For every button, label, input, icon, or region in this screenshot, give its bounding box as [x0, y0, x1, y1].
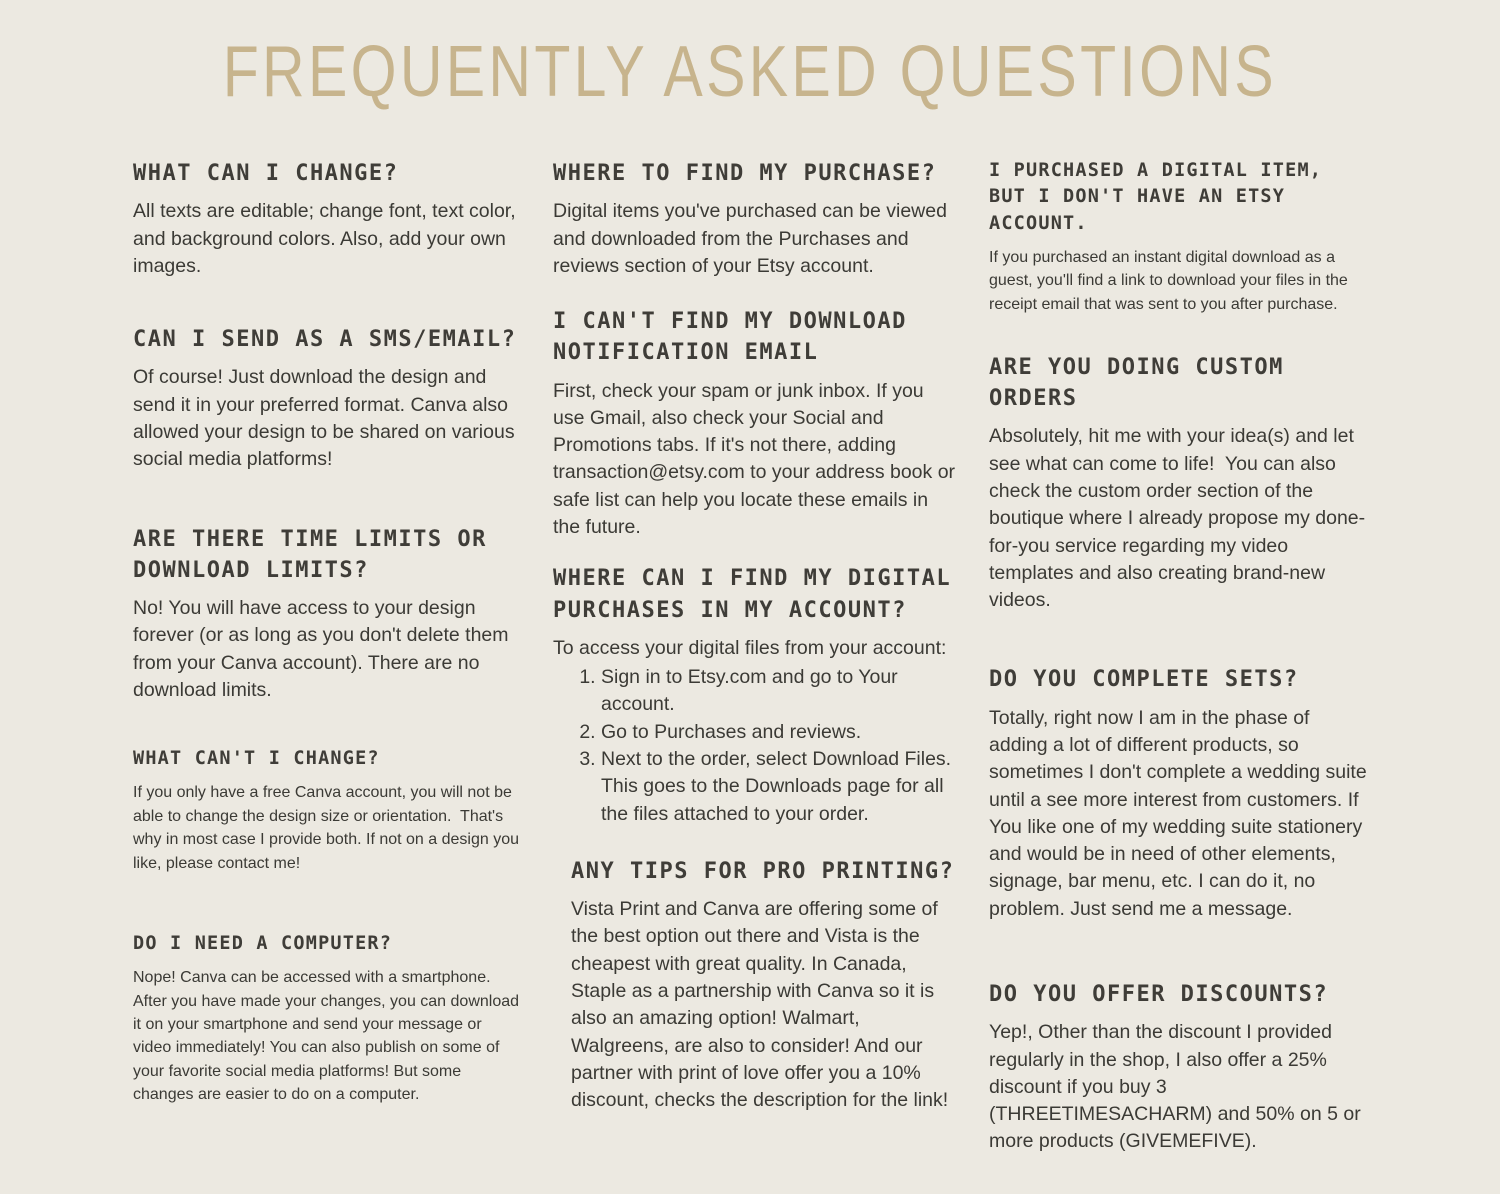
faq-item-what-can-i-change [133, 158, 521, 280]
faq-question: DO YOU OFFER DISCOUNTS? [989, 982, 1329, 1008]
faq-question: WHERE CAN I FIND MY DIGITAL PURCHASES IN MY ACCOUNT? [553, 566, 952, 623]
faq-question: ARE THERE TIME LIMITS OR DOWNLOAD LIMITS? [133, 526, 487, 583]
faq-column-middle [553, 158, 961, 1194]
faq-question: ARE YOU DOING CUSTOM ORDERS [989, 354, 1284, 412]
faq-item-download-notification-email [553, 306, 961, 541]
title-bar [0, 32, 1500, 112]
faq-step: 2. Go to Purchases and reviews. [601, 719, 957, 746]
faq-column-left [133, 158, 524, 1194]
faq-answer: Digital items you've purchased can be viewed and downloaded from the Purchases and reviews section of your Etsy account. [553, 200, 953, 277]
faq-question: WHAT CAN'T I CHANGE? [133, 748, 380, 770]
page-title: FREQUENTLY ASKED QUESTIONS [222, 32, 1278, 112]
faq-item-time-download-limits [133, 524, 521, 705]
faq-question: I CAN'T FIND MY DOWNLOAD NOTIFICATION EMAIL [553, 309, 907, 366]
faq-answer: All texts are editable; change font, text color, and background colors. Also, add your own images. [133, 200, 522, 277]
faq-answer: Nope! Canva can be accessed with a smartphone. After you have made your changes, you can download it on your smartphone and send your message or video immediately! You can also publish on some of your favorite social media platforms! But some changes are easier to do on a computer. [133, 969, 524, 1103]
faq-answer: First, check your spam or junk inbox. If you use Gmail, also check your Social and Promotions tabs. If it's not there, adding transaction@etsy.com to your address book or safe list can help you locate these emails in the future. [553, 379, 961, 539]
faq-question: WHAT CAN I CHANGE? [133, 161, 399, 186]
faq-item-need-computer [133, 931, 524, 1106]
faq-item-where-find-purchase [553, 158, 957, 280]
faq-item-discounts [989, 979, 1369, 1156]
faq-answer: Vista Print and Canva are offering some of the best option out there and Vista is the cheapest with great quality. In Canada, Staple as a partnership with Canva so it is also an amazing option! Walmart, Walgreens, are also to consider! And our partner with print of love offer you a 10% discount, checks the description for the link! [571, 898, 949, 1112]
faq-steps-list [553, 664, 957, 828]
faq-item-no-etsy-account [989, 158, 1369, 316]
faq-answer: If you purchased an instant digital download as a guest, you'll find a link to download your files in the receipt email that was sent to you after purchase. [989, 248, 1353, 313]
faq-item-send-sms-email [133, 324, 521, 473]
faq-answer: Yep!, Other than the discount I provided regularly in the shop, I also offer a 25% discount if you buy 3 (THREETIMESACHARM) and 50% on 5 or more products (GIVEMEFIVE). [989, 1021, 1367, 1153]
faq-answer: No! You will have access to your design forever (or as long as you don't delete them from your Canva account). There are no download limits. [133, 597, 514, 701]
faq-step: 1. Sign in to Etsy.com and go to Your account. [601, 664, 957, 719]
faq-column-right [989, 158, 1373, 1194]
faq-answer: Absolutely, hit me with your idea(s) and let see what can come to life! You can also check the custom order section of the boutique where I already propose my done-for-you service regarding my video templates and also creating brand-new videos. [989, 425, 1366, 612]
faq-step: 3. Next to the order, select Download Files. This goes to the Downloads page for all the files attached to your order. [601, 746, 957, 828]
faq-answer: To access your digital files from your account: [553, 636, 947, 659]
faq-question: WHERE TO FIND MY PURCHASE? [553, 161, 937, 186]
faq-item-digital-purchases-account [553, 563, 957, 828]
faq-answer: Of course! Just download the design and send it in your preferred format. Canva also allowed your design to be shared on various social media platforms! [133, 366, 520, 471]
faq-question: ANY TIPS FOR PRO PRINTING? [571, 858, 955, 884]
faq-question: I PURCHASED A DIGITAL ITEM, BUT I DON'T HAVE AN ETSY ACCOUNT. [989, 160, 1323, 234]
faq-item-what-cant-i-change [133, 746, 524, 875]
faq-answer: Totally, right now I am in the phase of adding a lot of different products, so sometimes I don't complete a wedding suite until a see more interest from customers. If You like one of my wedding suite stationery and would be in need of other elements, signage, bar menu, etc. I can do it, no problem. Just send me a message. [989, 706, 1373, 920]
faq-item-complete-sets [989, 664, 1373, 923]
faq-item-custom-orders [989, 352, 1369, 615]
faq-columns [0, 112, 1500, 1194]
faq-question: DO YOU COMPLETE SETS? [989, 667, 1299, 693]
faq-item-pro-printing-tips [553, 856, 957, 1115]
faq-answer: If you only have a free Canva account, you will not be able to change the design size or orientation. That's why in most case I provide both. If not on a design you like, please contact me! [133, 784, 524, 872]
faq-question: DO I NEED A COMPUTER? [133, 932, 393, 954]
faq-question: CAN I SEND AS A SMS/EMAIL? [133, 327, 517, 353]
